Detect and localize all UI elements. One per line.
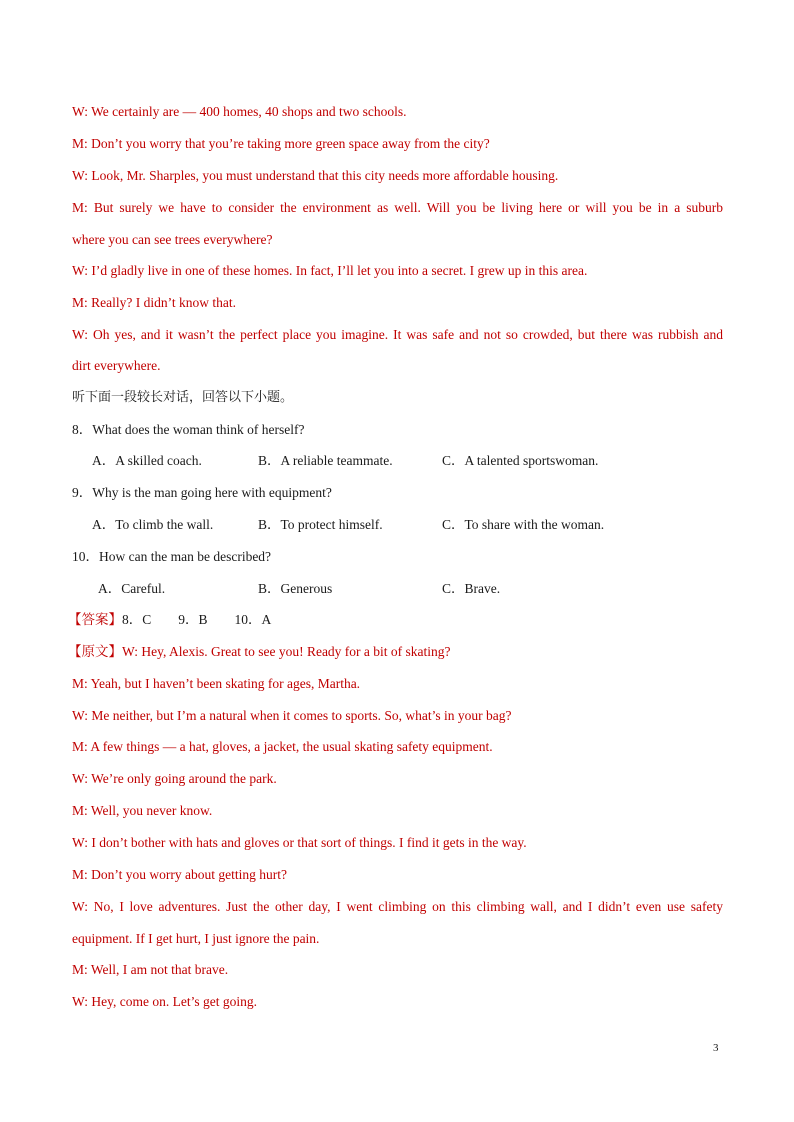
transcript-line: W: Oh yes, and it wasn’t the perfect place you imagine. It was safe and not so crowded, but there was rubbish and [72,327,723,342]
option-b: B．To protect himself. [258,517,383,532]
question-stem: 8．What does the woman think of herself? [72,422,305,437]
transcript-line: W: We certainly are — 400 homes, 40 shops and two schools. [72,104,407,119]
transcript-line: equipment. If I get hurt, I just ignore the pain. [72,931,320,946]
transcript-line: M: Really? I didn’t know that. [72,295,236,310]
transcript-line: W: Hey, Alexis. Great to see you! Ready for a bit of skating? [122,644,451,659]
original-first-line [68,643,719,661]
answer-text: 8．C 9．B 10．A [122,612,272,627]
transcript-line: M: Well, you never know. [72,803,213,818]
answer-tag: 【答案】 [68,612,122,627]
original-tag: 【原文】 [68,644,122,659]
page-number: 3 [713,1042,719,1054]
transcript-line: M: A few things — a hat, gloves, a jacket, the usual skating safety equipment. [72,739,493,754]
transcript-line: W: No, I love adventures. Just the other day, I went climbing on this climbing wall, and I didn’t even use safety [72,899,723,914]
transcript-line: where you can see trees everywhere? [72,232,273,247]
transcript-line: M: Don’t you worry about getting hurt? [72,867,287,882]
answer-line [68,611,719,629]
option-c: C．Brave. [442,581,501,596]
transcript-line: W: I’d gladly live in one of these homes. In fact, I’ll let you into a secret. I grew up in this area. [72,263,588,278]
transcript-line: W: Hey, come on. Let’s get going. [72,994,257,1009]
transcript-line: W: We’re only going around the park. [72,771,277,786]
question-stem: 10．How can the man be described? [72,549,272,564]
transcript-line: M: Well, I am not that brave. [72,962,229,977]
option-a: A．Careful. [98,581,166,596]
instruction-text: 听下面一段较长对话，回答以下小题。 [72,390,294,405]
transcript-line: W: I don’t bother with hats and gloves or that sort of things. I find it gets in the way. [72,835,527,850]
transcript-line: dirt everywhere. [72,358,161,373]
option-b: B．Generous [258,581,333,596]
transcript-line: M: Yeah, but I haven’t been skating for ages, Martha. [72,676,361,691]
option-b: B．A reliable teammate. [258,453,393,468]
question-stem: 9．Why is the man going here with equipment? [72,485,332,500]
transcript-line: W: Me neither, but I’m a natural when it comes to sports. So, what’s in your bag? [72,708,512,723]
option-a: A．To climb the wall. [92,517,214,532]
transcript-line: M: But surely we have to consider the environment as well. Will you be living here or will you be in a suburb [72,200,723,215]
option-c: C．A talented sportswoman. [442,453,599,468]
transcript-line: M: Don’t you worry that you’re taking more green space away from the city? [72,136,490,151]
option-a: A．A skilled coach. [92,453,202,468]
transcript-line: W: Look, Mr. Sharples, you must understand that this city needs more affordable housing. [72,168,559,183]
option-c: C．To share with the woman. [442,517,605,532]
